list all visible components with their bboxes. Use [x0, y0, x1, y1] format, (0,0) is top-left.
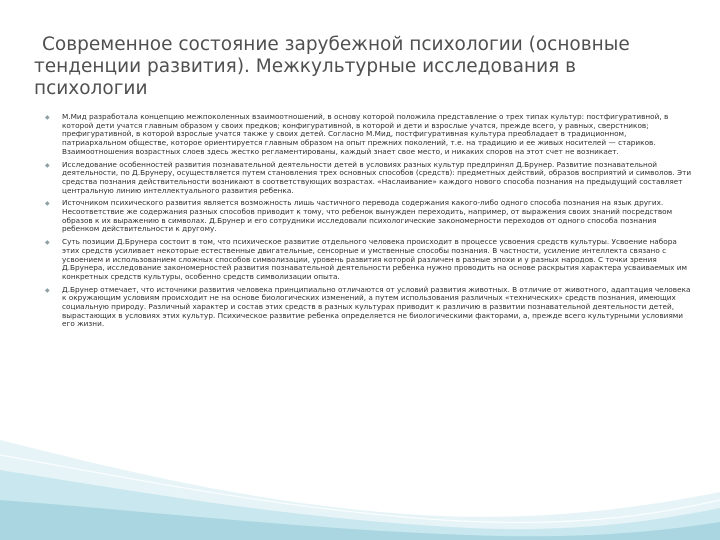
diamond-bullet-icon: ◆ [45, 200, 50, 208]
list-item-text: Источником психического развития является возможность лишь частичного перевода содержания какого-либо одного способа познания на язык других. Несоответствие же содержания разных способов приводит к тому, что ребенок вынужден переходить, например, от выражения своих знаний посредством образов к их выражению в символах. Д.Брунер и его сотрудники исследовали психологические закономерности переходов от одного способа познания ребенком действительности к другому. [62, 198, 673, 234]
content-list [44, 113, 692, 333]
list-item [44, 286, 692, 330]
diamond-bullet-icon: ◆ [45, 239, 50, 247]
list-item-text: Исследование особенностей развития познавательной деятельности детей в условиях разных культур предпринял Д.Брунер. Развитие познавательной деятельности, по Д.Брунеру, осуществляется путем становления трех основных способов (средств): предметных действий, образов восприятий и символов. Эти средства познания действительности возникают в соответствующих возрастах. «Наслаивание» каждого нового способа познания на предыдущий составляет центральную линию интеллектуального развития ребенка. [62, 159, 692, 195]
list-item [44, 199, 692, 234]
list-item [44, 238, 692, 282]
diamond-bullet-icon: ◆ [45, 161, 50, 169]
list-item-text: Д.Брунер отмечает, что источники развития человека принципиально отличаются от условий развития животных. В отличие от животного, адаптация человека к окружающим условиям происходит не на основе биологических изменений, а путем использования различных «технических» средств познания, имеющих социальную природу. Различный характер и состав этих средств в разных культурах приводит к различию в развитии познавательной деятельности детей, вырастающих в условиях этих культур. Психическое развитие ребенка определяется не биологическими факторами, а, прежде всего культурными условиями его жизни. [62, 284, 691, 329]
list-item [44, 113, 692, 157]
slide-title: Современное состояние зарубежной психологии (основные тенденции развития). Межкультурные исследования в психологии [34, 34, 630, 99]
diamond-bullet-icon: ◆ [45, 286, 50, 294]
list-item [44, 161, 692, 196]
list-item-text: М.Мид разработала концепцию межпоколенных взаимоотношений, в основу которой положила представление о трех типах культур: постфигуративной, в которой дети учатся главным образом у своих предков; конфигуративной, в которой и дети и взрослые учатся, прежде всего, у равных, сверстников; префигуративной, в которой взрослые учатся также у своих детей. Согласно М.Мид, постфигуративная культура преобладает в традиционном, патриархальном обществе, которое ориентируется главным образом на опыт прежних поколений, т.е. на традицию и ее живых носителей — стариков. Взаимоотношения возрастных слоев здесь жестко регламентированы, каждый знает свое место, и никаких споров на этот счет не возникает. [62, 112, 669, 156]
diamond-bullet-icon: ◆ [45, 114, 50, 121]
list-item-text: Суть позиции Д.Брунера состоит в том, что психическое развитие отдельного человека происходит в процессе усвоения средств культуры. Усвоение набора этих средств усиливает некоторые естественные двигательные, сенсорные и умственные способы познания. В частности, усиление интеллекта связано с усвоением и использованием сложных способов символизации, уровень развития которой различен в разные эпохи и у разных народов. С точки зрения Д.Брунера, исследование закономерностей развития познавательной деятельности ребенка нужно проводить на основе раскрытия характера усваиваемых им конкретных средств культуры, особенно средств символизации опыта. [62, 237, 687, 281]
